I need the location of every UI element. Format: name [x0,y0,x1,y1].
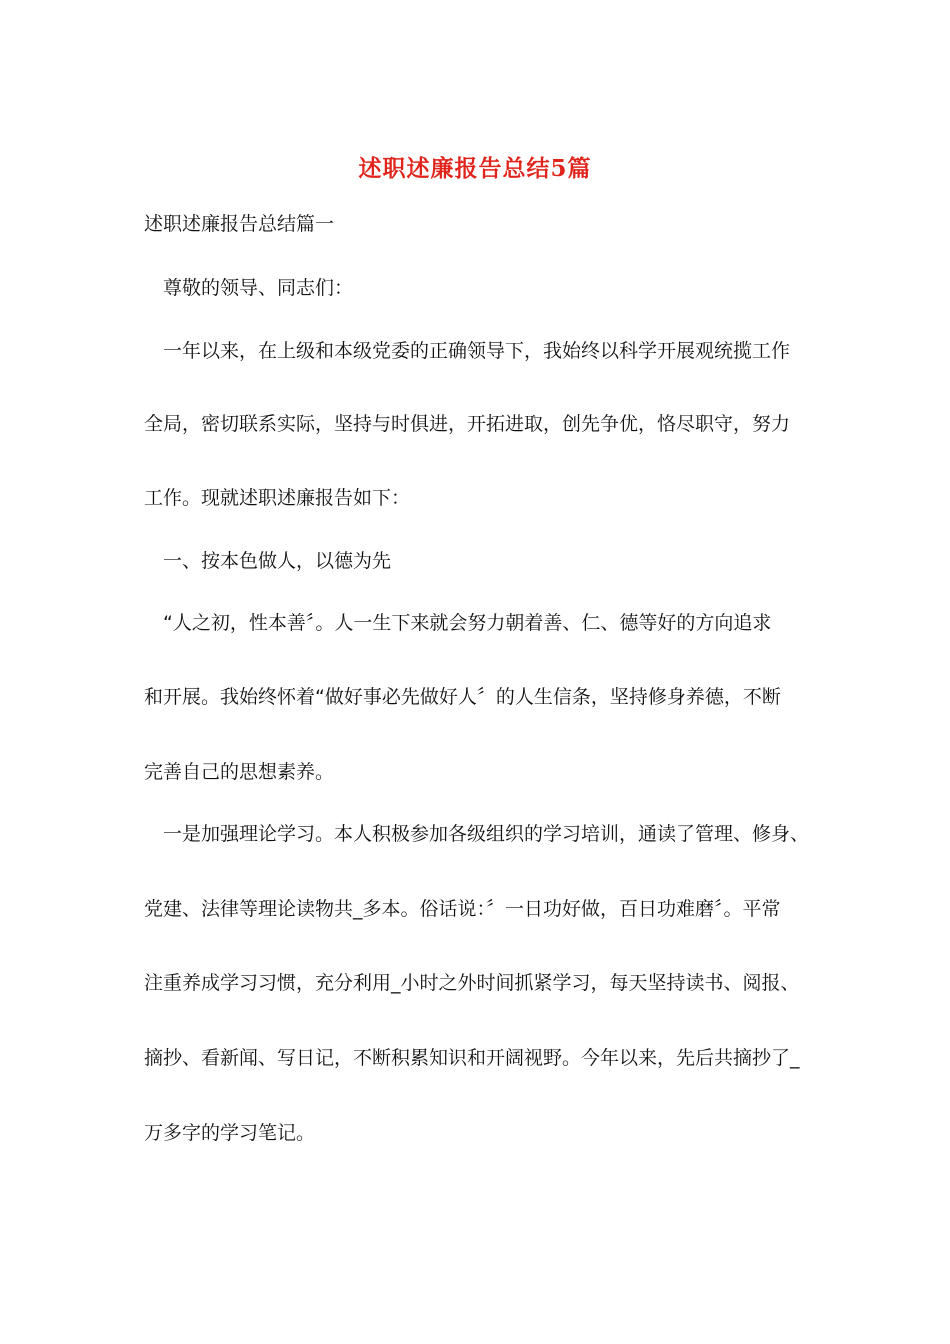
body-line: 和开展。我始终怀着“做好事必先做好人〞的人生信条，坚持修身养德，不断 [144,686,781,708]
subheading: 一、按本色做人，以德为先 [144,550,392,572]
body-line: 一是加强理论学习。本人积极参加各级组织的学习培训，通读了管理、修身、 [144,823,810,845]
salutation: 尊敬的领导、同志们： [144,277,354,299]
section-heading: 述职述廉报告总结篇一 [144,213,335,235]
body-line: 全局，密切联系实际，坚持与时俱进，开拓进取，创先争优，恪尽职守，努力 [144,413,791,435]
body-line: 注重养成学习习惯，充分利用_小时之外时间抓紧学习，每天坚持读书、阅报、 [144,972,800,994]
document-title: 述职述廉报告总结5篇 [358,155,592,182]
body-line: 一年以来，在上级和本级党委的正确领导下，我始终以科学开展观统揽工作 [144,340,791,362]
body-line: “人之初，性本善〞。人一生下来就会努力朝着善、仁、德等好的方向追求 [144,612,772,634]
body-line: 完善自己的思想素养。 [144,761,335,783]
body-line: 摘抄、看新闻、写日记，不断积累知识和开阔视野。今年以来，先后共摘抄了_ [144,1047,800,1069]
body-line: 党建、法律等理论读物共_多本。俗话说：〞一日功好做，百日功难磨〞。平常 [144,898,781,920]
body-line: 万多字的学习笔记。 [144,1122,316,1144]
body-line: 工作。现就述职述廉报告如下： [144,487,411,509]
